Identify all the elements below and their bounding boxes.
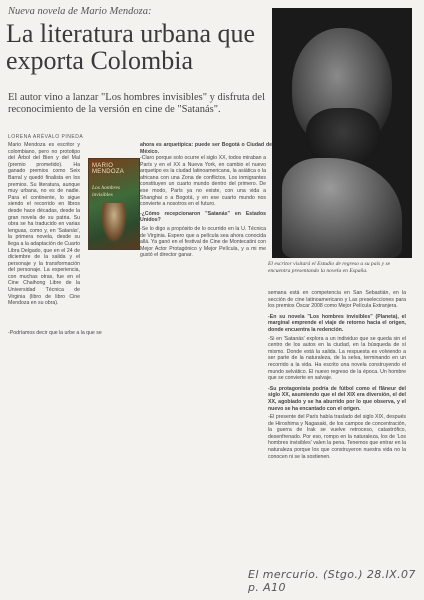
article-column-2 xyxy=(140,142,272,155)
byline: LORENA ARÉVALO PINEDA xyxy=(8,134,84,140)
headline: La literatura urbana que exporta Colombia xyxy=(6,19,256,75)
column-2-text: -Claro porque solo ocurre el siglo XX, todos miraban a París y en el XX a Nueva York, en cambio el nuevo arquetipo es la ciudad latinoamericana, la asiática o la africana con una Zona de conflictos. Los inmigrantes constituyen un cuarto mundo dentro del primero. De ese modo, París ya no existe, con una vida a Shanghai o a Bogotá, y en ese cuarto mundo nos convierte a nosotros en el futuro. xyxy=(140,155,266,208)
article-tail: -Podríamos decir que la urbe a la que se xyxy=(8,330,102,336)
book-author: MARIO MENDOZA xyxy=(92,163,125,175)
book-cover-image xyxy=(88,158,140,250)
article-column-2-body xyxy=(140,155,266,259)
column-3-text: semana está en competencia en San Sebastián, en la sección de cine latinoamericano y Las preselecciones para los premios Óscar 2008 como Mejor Película Extranjera. xyxy=(268,290,406,310)
answer-3: -El presente del París había traslado del siglo XIX, después de Hiroshima y Nagasaki, de los campos de concentración, la guerra de Irak se vuelve retroceso, catastrófico, desenfrenado. Por eso, rompo en la naturaleza, los de 'Los hombres invisibles' valen la pena. Tenemos que entrar en la naturaleza porque los que construyeron nuestra vida no la conocen ni se la sostienen. xyxy=(268,414,406,460)
question-1: -¿Cómo recepcionaron "Satanás" en Estados Unidos? xyxy=(140,210,266,224)
handwritten-source-note: El mercurio. (Stgo.) 28.IX.07 p. A10 xyxy=(248,568,416,594)
question-2: -En su novela "Los hombres invisibles" (Planeta), el marginal emprende el viaje de retorno hacia el origen, donde encuentra la redención. xyxy=(268,313,406,333)
book-figure-illustration xyxy=(101,203,127,243)
answer-1: -Se lo digo a propósito de lo ocurrido en la U. Técnica de Virginia. Espero que a película sea ahora conocida allá. Ya ganó en el festival de Cine de Montecatini con Mejor Actor Protagónico y Mejor Película, y a mi me gustó el director ganar. xyxy=(140,225,266,259)
article-column-1: Mario Mendoza es escritor y colombiano, pero no prototipo del Árbol del Bien y del Mal (premio prometido). Ha ganado premios como Seix Barral y quedó finalista en los premios. Su literatura, aunque muy urbana, no es de nadie. Para el continente, lo sigue siendo el recorrido en libros desde hace décadas, desde la gran novela de su patria. Su obra se ha traducido en varias lenguas, como y, en 'Satanás', la primera novela, desde su llega a la adaptación de Cuarto Libra Delgado, que en el 24 de diciembre de la salida y el personaje y la transformación del personaje. La experiencia, con muchas otras, fue en el Cine Chaihong Libre de la Universidad Técnica de Virginia (libro de libro Cine Mendoza en su obra). xyxy=(8,142,80,307)
author-photo xyxy=(272,8,412,258)
book-title: Los hombres invisibles xyxy=(92,185,121,198)
answer-2: -Si en 'Satanás' explora a un individuo que se queda sin el centro de los autos en la ciudad, en la búsqueda de sí mismo. Donde está la salida. La respuesta es volviendo a ser parte de la naturaleza, de la selva, terminando en un recorrido a la vida. Ha escrito una novela construyendo el mundo selvático. El nuevo regreso de la época. Un hombre que se convierte en salvaje. xyxy=(268,335,406,382)
question-3: -Su protagonista podría de fútbol como el flâneur del siglo XX, asumiendo que el del XIX era diversión, el del XX, agobiado y se ha aburrido por lo que observa, y el nuevo se ha encantado con el origen. xyxy=(268,385,406,412)
photo-hand xyxy=(282,158,402,258)
kicker: Nueva novela de Mario Mendoza: xyxy=(8,6,152,17)
article-column-3 xyxy=(268,290,406,460)
deck: El autor vino a lanzar "Los hombres invisibles" y disfruta del reconocimiento de la versión en cine de "Satanás". xyxy=(8,92,266,115)
column-2-intro: ahora es arquetípica: puede ser Bogotá o Ciudad de México. xyxy=(140,142,272,155)
photo-caption: El escritor visitará el Estudio de regreso a su país y se encuentra presentando la novela en España. xyxy=(268,261,391,274)
